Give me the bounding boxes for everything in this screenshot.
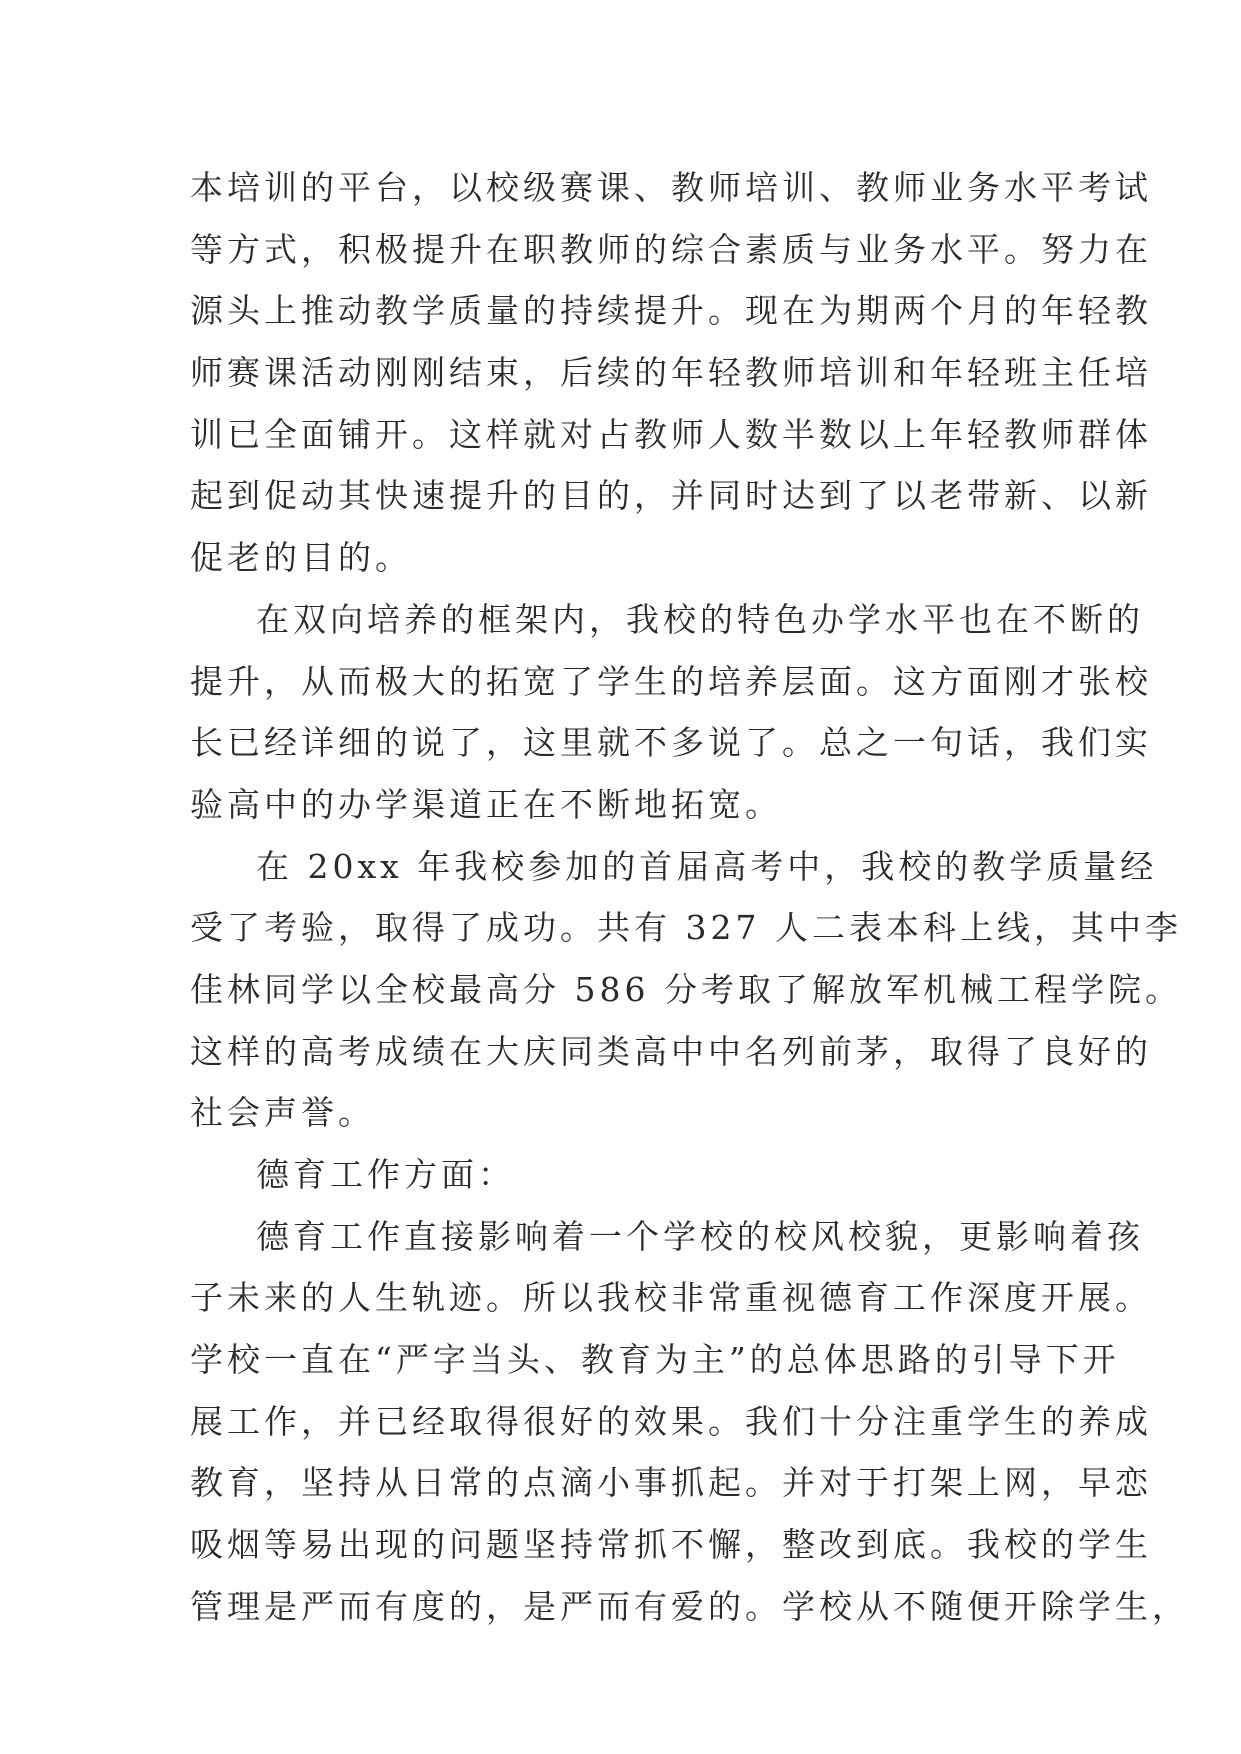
text-line: 源头上推动教学质量的持续提升。现在为期两个月的年轻教: [190, 291, 1152, 331]
text-line: 验高中的办学渠道正在不断地拓宽。: [190, 784, 782, 824]
text-line: 子未来的人生轨迹。所以我校非常重视德育工作深度开展。: [190, 1278, 1152, 1318]
section-heading: 德育工作方面：: [256, 1155, 515, 1194]
text-line: 学校一直在“严字当头、教育为主”的总体思路的引导下开: [190, 1340, 1120, 1380]
paragraph-first-line: 在双向培养的框架内，我校的特色办学水平也在不断的: [256, 599, 1144, 639]
text-line: 促老的目的。: [190, 538, 412, 578]
paragraph-first-line: 在 20xx 年我校参加的首届高考中，我校的教学质量经: [256, 846, 1158, 886]
text-line: 管理是严而有度的，是严而有爱的。学校从不随便开除学生，: [190, 1586, 1189, 1626]
text-line: 展工作，并已经取得很好的效果。我们十分注重学生的养成: [190, 1401, 1152, 1441]
text-line: 长已经详细的说了，这里就不多说了。总之一句话，我们实: [190, 723, 1152, 763]
text-line: 这样的高考成绩在大庆同类高中中名列前茅，取得了良好的: [190, 1031, 1152, 1071]
text-line: 起到促动其快速提升的目的，并同时达到了以老带新、以新: [190, 476, 1152, 516]
paragraph-first-line: 德育工作直接影响着一个学校的校风校貌，更影响着孩: [256, 1216, 1144, 1256]
text-line: 吸烟等易出现的问题坚持常抓不懈，整改到底。我校的学生: [190, 1525, 1152, 1565]
text-line: 佳林同学以全校最高分 586 分考取了解放军机械工程学院。: [190, 969, 1182, 1009]
text-line: 受了考验，取得了成功。共有 327 人二表本科上线，其中李: [190, 908, 1182, 948]
text-line: 提升，从而极大的拓宽了学生的培养层面。这方面刚才张校: [190, 661, 1152, 701]
text-line: 本培训的平台，以校级赛课、教师培训、教师业务水平考试: [190, 168, 1152, 207]
document-body: [190, 157, 1189, 1638]
text-line: 等方式，积极提升在职教师的综合素质与业务水平。努力在: [190, 229, 1152, 269]
text-line: 社会声誉。: [190, 1093, 375, 1133]
text-line: 师赛课活动刚刚结束，后续的年轻教师培训和年轻班主任培: [190, 353, 1152, 393]
text-line: 教育，坚持从日常的点滴小事抓起。并对于打架上网，早恋: [190, 1463, 1152, 1503]
text-line: 训已全面铺开。这样就对占教师人数半数以上年轻教师群体: [190, 414, 1152, 454]
